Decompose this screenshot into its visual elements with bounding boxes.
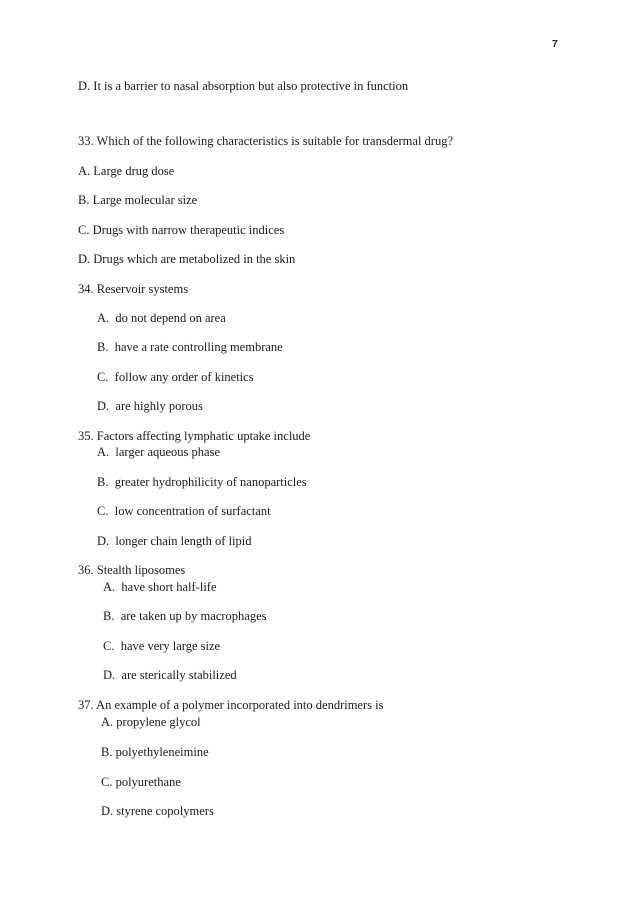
option-text: have very large size bbox=[120, 639, 221, 653]
option-letter: A. bbox=[97, 311, 110, 325]
q35-option-d bbox=[97, 533, 251, 549]
q33-option-d: D. Drugs which are metabolized in the skin bbox=[78, 252, 296, 266]
q34-option-a bbox=[97, 310, 226, 326]
option-text: do not depend on area bbox=[115, 311, 226, 325]
option-letter: D. bbox=[97, 399, 110, 413]
option-letter: B. bbox=[97, 340, 109, 354]
option-letter: C. bbox=[97, 370, 109, 384]
page-number: 7 bbox=[552, 38, 558, 50]
option-letter: A. bbox=[103, 580, 116, 594]
option-text: low concentration of surfactant bbox=[114, 504, 271, 518]
q35-option-a bbox=[97, 444, 220, 460]
q33-option-b: B. Large molecular size bbox=[78, 193, 198, 207]
q32-option-d: D. It is a barrier to nasal absorption but also protective in function bbox=[78, 79, 409, 93]
q34-option-b bbox=[97, 339, 283, 355]
option-text: larger aqueous phase bbox=[115, 445, 220, 459]
q36-option-c bbox=[103, 638, 220, 654]
q37-option-d: D. styrene copolymers bbox=[101, 804, 214, 818]
q36-option-d bbox=[103, 667, 237, 683]
q34-option-d bbox=[97, 398, 203, 414]
option-letter: C. bbox=[103, 639, 115, 653]
option-letter: B. bbox=[103, 609, 115, 623]
option-text: have short half-life bbox=[121, 580, 217, 594]
option-letter: A. bbox=[97, 445, 110, 459]
q37-option-b: B. polyethyleneimine bbox=[101, 745, 209, 759]
option-letter: D. bbox=[103, 668, 116, 682]
option-letter: C. bbox=[97, 504, 109, 518]
q36-option-a bbox=[103, 579, 217, 595]
option-text: are sterically stabilized bbox=[121, 668, 237, 682]
q33-stem: 33. Which of the following characteristics is suitable for transdermal drug? bbox=[78, 134, 453, 148]
q35-option-c bbox=[97, 503, 271, 519]
option-text: greater hydrophilicity of nanoparticles bbox=[114, 475, 307, 489]
q33-option-a: A. Large drug dose bbox=[78, 164, 175, 178]
option-text: have a rate controlling membrane bbox=[114, 340, 283, 354]
q37-option-a: A. propylene glycol bbox=[101, 715, 201, 729]
q36-stem: 36. Stealth liposomes bbox=[78, 563, 186, 577]
option-text: follow any order of kinetics bbox=[114, 370, 254, 384]
q34-stem: 34. Reservoir systems bbox=[78, 282, 189, 296]
option-text: are highly porous bbox=[115, 399, 203, 413]
option-text: longer chain length of lipid bbox=[115, 534, 252, 548]
q37-stem: 37. An example of a polymer incorporated into dendrimers is bbox=[78, 698, 384, 712]
q37-option-c: C. polyurethane bbox=[101, 775, 181, 789]
option-letter: D. bbox=[97, 534, 110, 548]
q36-option-b bbox=[103, 608, 267, 624]
option-text: are taken up by macrophages bbox=[120, 609, 267, 623]
option-letter: B. bbox=[97, 475, 109, 489]
q34-option-c bbox=[97, 369, 254, 385]
q33-option-c: C. Drugs with narrow therapeutic indices bbox=[78, 223, 285, 237]
q35-stem: 35. Factors affecting lymphatic uptake include bbox=[78, 429, 311, 443]
q35-option-b bbox=[97, 474, 307, 490]
